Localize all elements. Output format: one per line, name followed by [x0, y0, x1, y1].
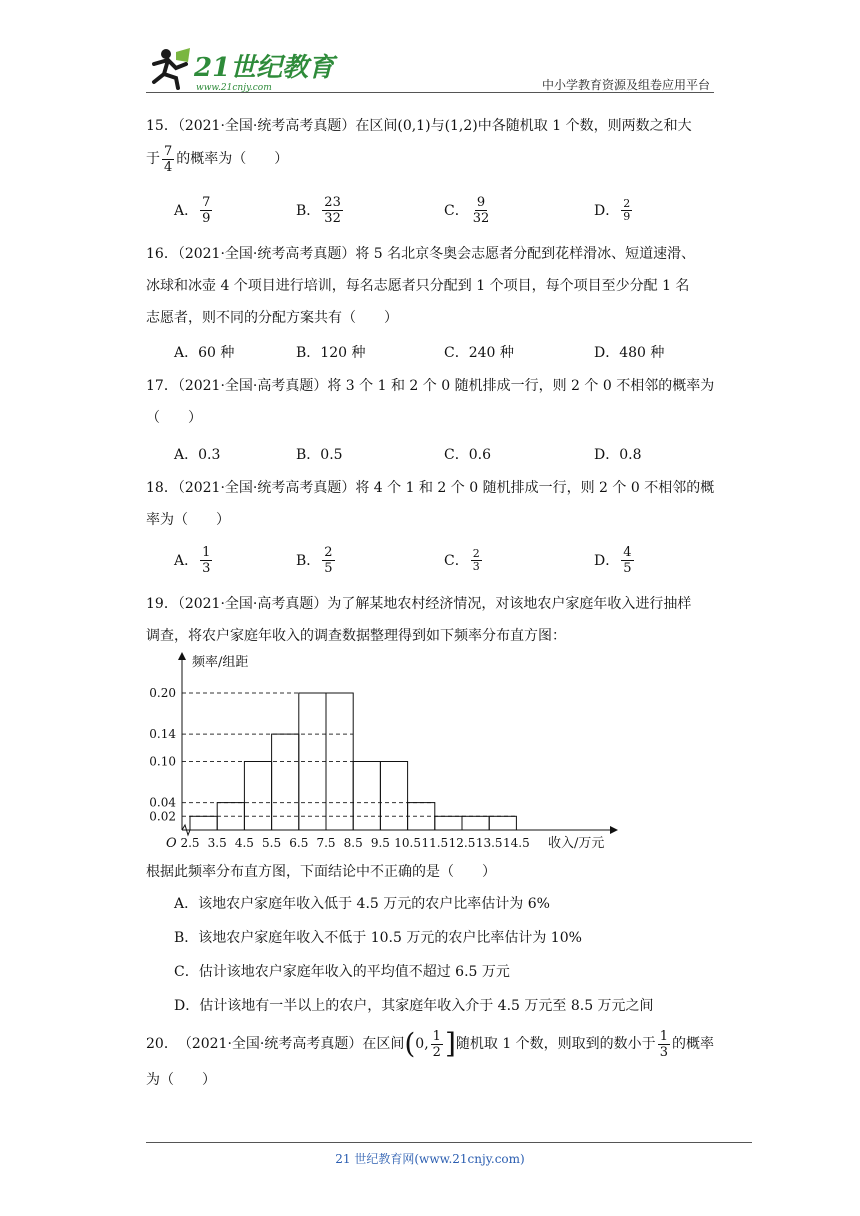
q16-option-a[interactable]: A．60 种 [174, 345, 235, 361]
q18-option-b[interactable]: B． $\frac{2}{5}$ [296, 544, 333, 576]
x-tick-label-6: 8.5 [343, 836, 363, 850]
y-tick-label-0: 0.02 [149, 809, 176, 824]
q15-options [174, 190, 734, 230]
x-tick-label-5: 7.5 [316, 836, 336, 850]
q15-fraction: $\frac{7}{4}$ [164, 143, 173, 175]
site-logo [146, 44, 335, 96]
q16-option-c[interactable]: C．240 种 [444, 345, 514, 361]
q17-option-d[interactable]: D．0.8 [594, 447, 642, 463]
x-tick-label-2: 4.5 [234, 836, 254, 850]
origin-label: O [166, 836, 177, 851]
x-tick-label-11: 13.5 [475, 836, 503, 850]
x-tick-label-3: 5.5 [262, 836, 282, 850]
q17-option-a[interactable]: A．0.3 [174, 447, 221, 463]
histogram-bar-0 [190, 816, 217, 830]
question-15 [146, 110, 726, 176]
q16-options [174, 332, 734, 372]
header-platform-text: 中小学教育资源及组卷应用平台 [541, 78, 710, 92]
y-tick-label-2: 0.10 [149, 754, 176, 769]
q20-interval: ( 0, $\frac{1}{2}$ ] [404, 1027, 456, 1060]
q15-option-a[interactable]: A． $\frac{7}{9}$ [174, 194, 211, 226]
question-19: 19．（2021·全国·高考真题）为了解某地农村经济情况，对该地农户家庭年收入进行抽样 调查，将农户家庭年收入的调查数据整理得到如下频率分布直方图： [146, 596, 692, 644]
q16-option-b[interactable]: B．120 种 [296, 345, 366, 361]
frequency-histogram [140, 650, 630, 855]
x-tick-label-4: 6.5 [289, 836, 309, 850]
question-20: 20． （2021·全国·统考高考真题） 在区间 ( 0, $\frac{1}{2}$ ] 随机取 1 个数，则取到的数小于 $\frac{1}{3}$ 的概率 为（ ） [146, 1024, 726, 1096]
histogram-bar-2 [244, 762, 271, 831]
y-tick-label-1: 0.04 [149, 795, 176, 810]
q19-option-a[interactable]: A．该地农户家庭年收入低于 4.5 万元的农户比率估计为 6% [174, 896, 550, 912]
x-axis-arrow [610, 826, 618, 834]
svg-text:21世纪教育: 21世纪教育 [194, 53, 335, 83]
q15-option-d[interactable]: D． $\frac{2}{9}$ [594, 196, 631, 223]
q19-option-c[interactable]: C．估计该地农户家庭年收入的平均值不超过 6.5 万元 [174, 964, 510, 980]
histogram-bar-9 [435, 816, 462, 830]
page-header [146, 40, 714, 92]
q15-option-c[interactable]: C． $\frac{9}{32}$ [444, 194, 490, 226]
y-axis-arrow [178, 652, 186, 660]
footer-divider [146, 1142, 752, 1143]
x-tick-label-0: 2.5 [180, 836, 200, 850]
q19-option-d[interactable]: D．估计该地有一半以上的农户，其家庭年收入介于 4.5 万元至 8.5 万元之间 [174, 998, 654, 1014]
runner-icon [154, 48, 190, 88]
x-tick-label-10: 12.5 [448, 836, 476, 850]
q17-options [174, 434, 734, 474]
histogram-bar-7 [380, 762, 407, 831]
histogram-bar-6 [353, 762, 380, 831]
x-tick-label-9: 11.5 [421, 836, 449, 850]
q17-option-c[interactable]: C．0.6 [444, 447, 491, 463]
x-tick-label-12: 14.5 [503, 836, 530, 850]
svg-text:www.21cnjy.com: www.21cnjy.com [196, 83, 272, 93]
x-tick-label-8: 10.5 [394, 836, 421, 850]
q20-fraction: $\frac{1}{3}$ [659, 1028, 668, 1060]
q17-option-b[interactable]: B．0.5 [296, 447, 343, 463]
question-18: 18．（2021·全国·统考高考真题）将 4 个 1 和 2 个 0 随机排成一行，则 2 个 0 不相邻的概 率为（ ） [146, 480, 715, 528]
y-tick-label-4: 0.20 [149, 686, 176, 700]
y-tick-label-3: 0.14 [149, 727, 176, 742]
histogram-bar-11 [489, 816, 516, 830]
q16-option-d[interactable]: D．480 种 [594, 345, 665, 361]
q15-line2: 于 $\frac{7}{4}$ 的概率为（ ） [146, 143, 289, 175]
q15-line1: 15．（2021·全国·统考高考真题）在区间(0,1)与(1,2)中各随机取 1 个数，则两数之和大 [146, 118, 692, 134]
q19-after-text: 根据此频率分布直方图，下面结论中不正确的是（ ） [146, 864, 496, 880]
q18-option-a[interactable]: A． $\frac{1}{3}$ [174, 544, 211, 576]
q19-option-b[interactable]: B．该地农户家庭年收入不低于 10.5 万元的农户比率估计为 10% [174, 930, 582, 946]
histogram-bar-10 [462, 816, 489, 830]
q18-options [174, 540, 734, 580]
y-axis-title: 频率/组距 [192, 655, 249, 670]
q20-line1: 20． （2021·全国·统考高考真题） 在区间 ( 0, $\frac{1}{2}$ ] 随机取 1 个数，则取到的数小于 $\frac{1}{3}$ 的概率 [146, 1027, 714, 1060]
question-16: 16．（2021·全国·统考高考真题）将 5 名北京冬奥会志愿者分配到花样滑冰、短道速滑、 冰球和冰壶 4 个项目进行培训，每名志愿者只分配到 1 个项目，每个项目至少分配 1 名 志愿者，则不同的分配方案共有（ ） [146, 246, 696, 326]
footer-text: 21 世纪教育网(www.21cnjy.com) [335, 1152, 525, 1166]
header-divider [146, 92, 714, 93]
x-tick-label-7: 9.5 [370, 836, 390, 850]
q18-option-c[interactable]: C． $\frac{2}{3}$ [444, 546, 480, 573]
x-axis-title: 收入/万元 [548, 836, 605, 851]
question-17: 17．（2021·全国·高考真题）将 3 个 1 和 2 个 0 随机排成一行，则 2 个 0 不相邻的概率为 （ ） [146, 378, 715, 426]
histogram-bar-3 [272, 734, 299, 830]
x-tick-label-1: 3.5 [207, 836, 227, 850]
q18-option-d[interactable]: D． $\frac{4}{5}$ [594, 544, 632, 576]
q15-option-b[interactable]: B． $\frac{23}{32}$ [296, 194, 341, 226]
